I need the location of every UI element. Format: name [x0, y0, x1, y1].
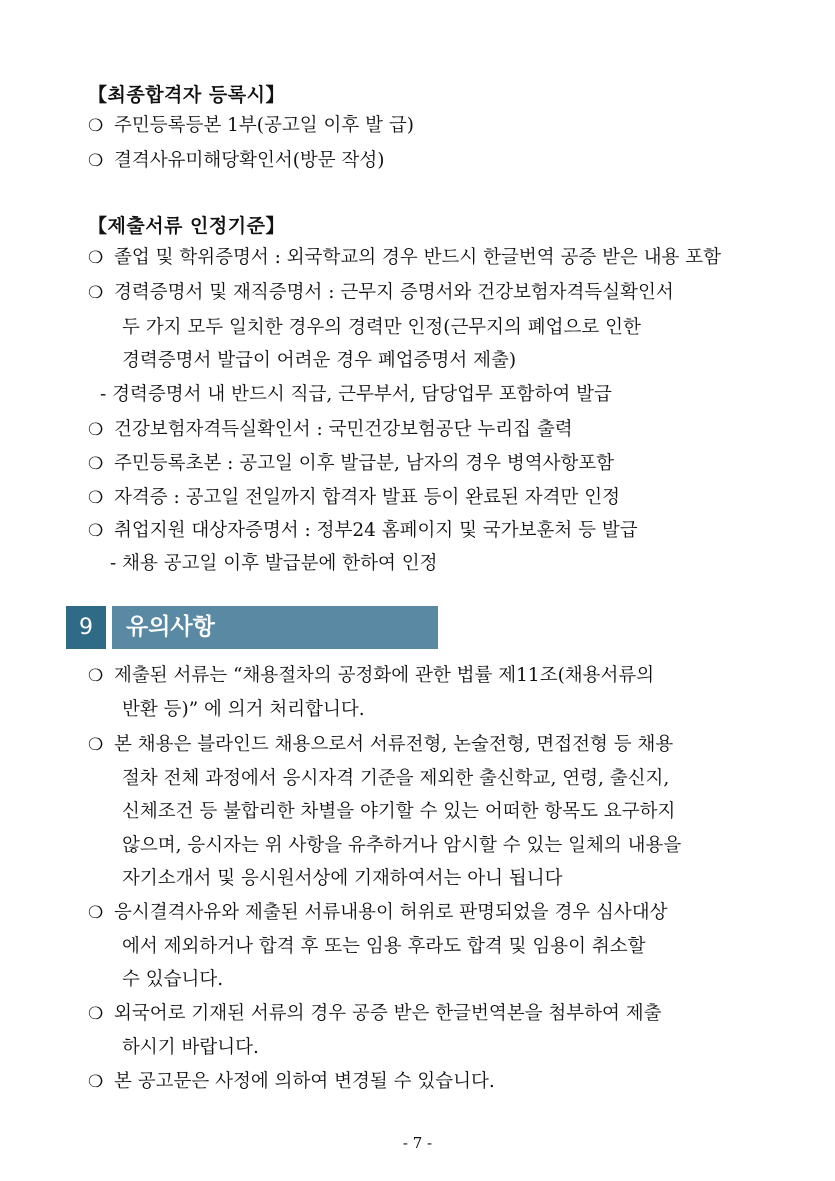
- section-9-header: [66, 606, 438, 649]
- criteria-item-2-line-2: 두 가지 모두 일치한 경우의 경력만 인정(근무지의 폐업으로 인한: [122, 317, 641, 338]
- criteria-item-6-note: - 채용 공고일 이후 발급분에 한하여 인정: [110, 553, 438, 574]
- notice-item-1-line-2: 반환 등)” 에 의거 처리합니다.: [122, 699, 365, 720]
- criteria-item-1: ❍ 졸업 및 학위증명서 : 외국학교의 경우 반드시 한글번역 공증 받은 내용 포함: [88, 247, 722, 268]
- bullet-icon: ❍: [88, 454, 104, 474]
- bullet-icon: ❍: [88, 903, 104, 923]
- notice-item-2-line-4: 않으며, 응시자는 위 사항을 유추하거나 암시할 수 있는 일체의 내용을: [122, 835, 682, 856]
- criteria-item-6: ❍ 취업지원 대상자증명서 : 정부24 홈페이지 및 국가보훈처 등 발급: [88, 520, 638, 541]
- criteria-item-2-line-3: 경력증명서 발급이 어려운 경우 폐업증명서 제출): [122, 350, 517, 371]
- notice-item-2-line-5: 자기소개서 및 응시원서상에 기재하여서는 아니 됩니다: [122, 868, 563, 889]
- bullet-icon: ❍: [88, 735, 104, 755]
- criteria-item-4: ❍ 주민등록초본 : 공고일 이후 발급분, 남자의 경우 병역사항포함: [88, 453, 615, 474]
- bullet-icon: ❍: [88, 283, 104, 303]
- bullet-icon: ❍: [88, 420, 104, 440]
- section-title: 유의사항: [112, 606, 438, 649]
- notice-item-3-line-3: 수 있습니다.: [122, 969, 224, 990]
- criteria-item-3: ❍ 건강보험자격득실확인서 : 국민건강보험공단 누리집 출력: [88, 419, 573, 440]
- final-registration-heading: 【최종합격자 등록시】: [88, 84, 285, 106]
- notice-item-2-line-3: 신체조건 등 불합리한 차별을 야기할 수 있는 어떠한 항목도 요구하지: [122, 801, 676, 822]
- notice-item-3: ❍ 응시결격사유와 제출된 서류내용이 허위로 판명되었을 경우 심사대상: [88, 902, 668, 923]
- page-number: - 7 -: [402, 1134, 433, 1152]
- notice-item-3-line-2: 에서 제외하거나 합격 후 또는 임용 후라도 합격 및 임용이 취소할: [122, 936, 646, 957]
- notice-item-4: ❍ 외국어로 기재된 서류의 경우 공증 받은 한글번역본을 첨부하여 제출: [88, 1003, 662, 1024]
- bullet-icon: ❍: [88, 151, 104, 171]
- notice-item-1: ❍ 제출된 서류는 “채용절차의 공정화에 관한 법률 제11조(채용서류의: [88, 665, 655, 686]
- final-item-1: ❍ 주민등록등본 1부(공고일 이후 발 급): [88, 115, 414, 136]
- bullet-icon: ❍: [88, 1072, 104, 1092]
- final-item-2: ❍ 결격사유미해당확인서(방문 작성): [88, 150, 385, 171]
- notice-item-2-line-2: 절차 전체 과정에서 응시자격 기준을 제외한 출신학교, 연령, 출신지,: [122, 768, 670, 789]
- notice-item-2: ❍ 본 채용은 블라인드 채용으로서 서류전형, 논술전형, 면접전형 등 채용: [88, 734, 674, 755]
- bullet-icon: ❍: [88, 116, 104, 136]
- notice-item-5: ❍ 본 공고문은 사정에 의하여 변경될 수 있습니다.: [88, 1071, 495, 1092]
- section-number: 9: [66, 606, 106, 649]
- criteria-item-2: ❍ 경력증명서 및 재직증명서 : 근무지 증명서와 건강보험자격득실확인서: [88, 282, 674, 303]
- criteria-heading: 【제출서류 인정기준】: [88, 215, 285, 237]
- bullet-icon: ❍: [88, 666, 104, 686]
- criteria-item-2-note: - 경력증명서 내 반드시 직급, 근무부서, 담당업무 포함하여 발급: [100, 384, 612, 405]
- bullet-icon: ❍: [88, 521, 104, 541]
- bullet-icon: ❍: [88, 1004, 104, 1024]
- bullet-icon: ❍: [88, 248, 104, 268]
- notice-item-4-line-2: 하시기 바랍니다.: [122, 1037, 259, 1058]
- criteria-item-5: ❍ 자격증 : 공고일 전일까지 합격자 발표 등이 완료된 자격만 인정: [88, 487, 620, 508]
- bullet-icon: ❍: [88, 488, 104, 508]
